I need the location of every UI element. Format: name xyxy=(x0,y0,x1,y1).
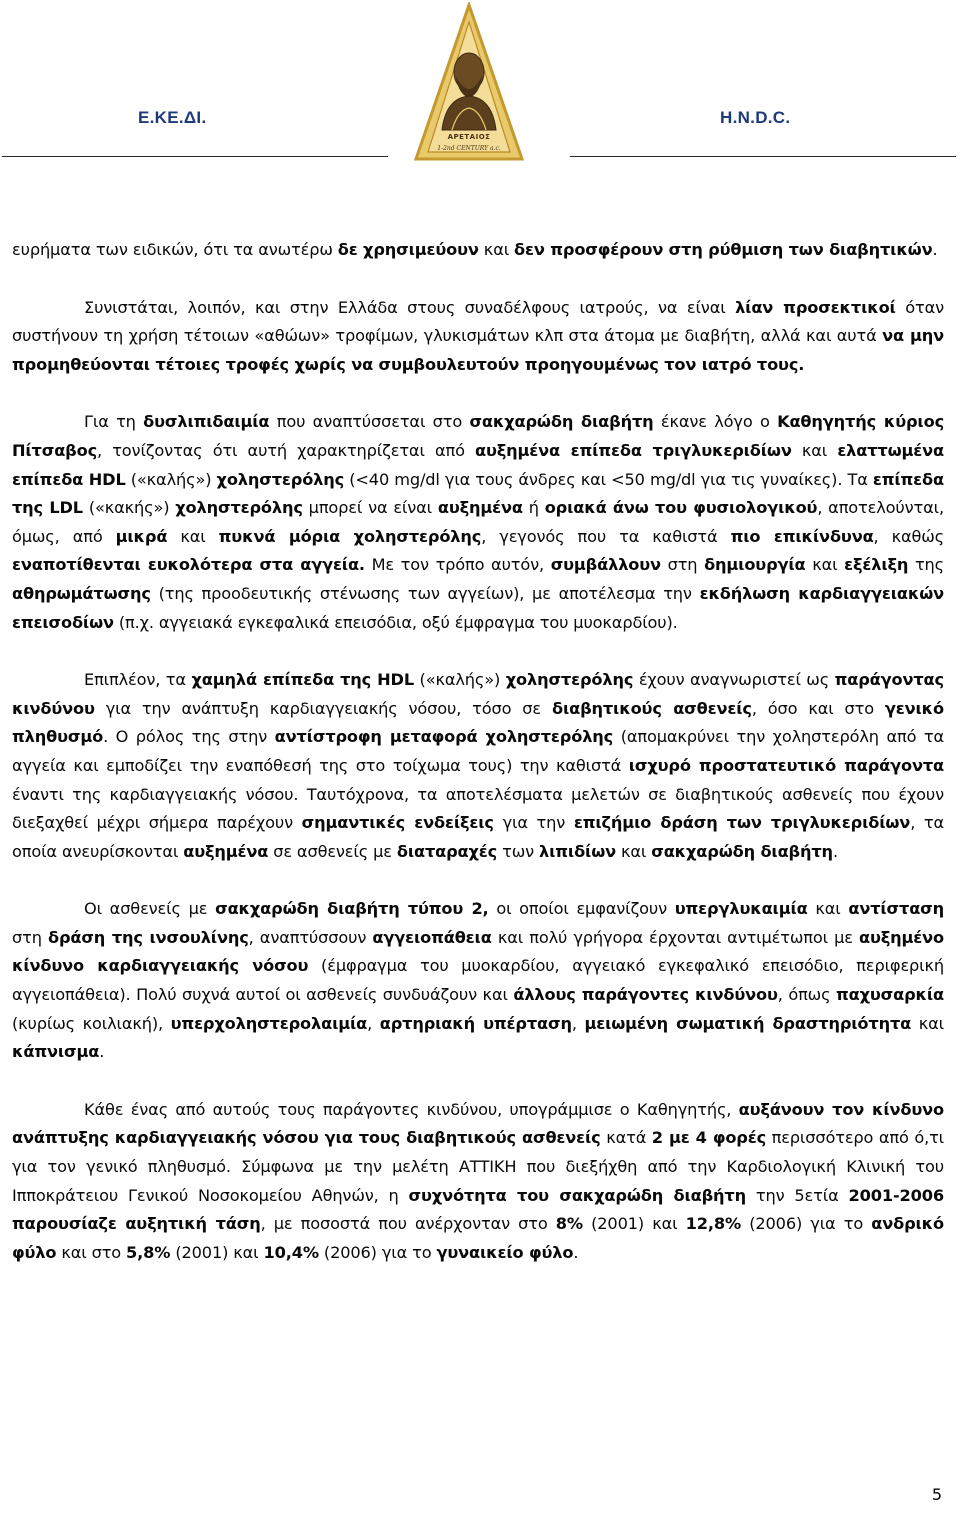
text-run: οι οποίοι εμφανίζουν xyxy=(488,899,675,919)
bold-text: λίαν προσεκτικοί xyxy=(735,297,896,317)
text-run: όταν συστήνουν τη χρήση τέτοιων «αθώων» τροφίμων, γλυκισμάτων κλπ στα άτομα με διαβήτη, αλλά και αυτά xyxy=(12,297,944,346)
text-run: που αναπτύσσεται στο xyxy=(269,412,470,432)
bold-text: 5,8% xyxy=(126,1242,171,1262)
bold-text: λιπιδίων xyxy=(539,841,616,861)
text-run: έκανε λόγο ο xyxy=(653,412,778,432)
text-run: (2006) για το xyxy=(318,1242,437,1262)
bold-text: 2 με 4 φορές xyxy=(651,1128,767,1148)
text-run: Οι ασθενείς με xyxy=(84,899,216,919)
text-run: (έμφραγμα του μυοκαρδίου, αγγειακό εγκεφαλικό επεισόδιο, περιφερική αγγειοπάθεια). Πολύ συχνά αυτοί οι ασθενείς συνδυάζουν και xyxy=(12,956,944,1005)
bold-text: να μην προμηθεύονται τέτοιες τροφές χωρίς να συμβουλευτούν προηγουμένως τον ιατρό τους. xyxy=(12,326,944,374)
bold-text: αυξημένα xyxy=(183,841,269,861)
bold-text: δυσλιπιδαιμία xyxy=(143,412,270,432)
text-run: , αποτελούνται, όμως, από xyxy=(12,498,944,546)
text-run: περισσότερο από ό,τι για τον γενικό πληθυσμό. Σύμφωνα με την μελέτη ΑΤΤΙΚΗ που διεξήχθη από την Καρδιολογική Κλινική του Ιπποκράτειου Γενικού Νοσοκομείου Αθηνών, η xyxy=(12,1128,944,1205)
bold-text: συχνότητα του σακχαρώδη διαβήτη xyxy=(408,1185,746,1205)
page-header xyxy=(0,0,960,165)
paragraph xyxy=(12,666,944,866)
text-run: (π.χ. αγγειακά εγκεφαλικά επεισόδια, οξύ έμφραγμα του μυοκαρδίου). xyxy=(113,612,678,632)
text-run: , xyxy=(367,1013,380,1033)
bold-text: παράγοντας κινδύνου xyxy=(12,670,944,718)
bold-text: οριακά άνω του φυσιολογικού xyxy=(544,498,818,518)
text-run: («καλής») xyxy=(125,469,217,489)
bold-text: χαμηλά επίπεδα της HDL xyxy=(191,670,414,690)
bold-text: συμβάλλουν xyxy=(550,555,661,575)
paragraph xyxy=(12,236,944,265)
text-run: της xyxy=(908,555,944,575)
bold-text: πυκνά μόρια χοληστερόλης xyxy=(218,526,482,546)
header-rule-left xyxy=(2,156,388,157)
bold-text: ισχυρό προστατευτικό παράγοντα xyxy=(628,755,944,775)
text-run: (κυρίως κοιλιακή), xyxy=(12,1013,171,1033)
bold-text: χοληστερόλης xyxy=(175,498,303,518)
bold-text: 12,8% xyxy=(685,1214,742,1234)
text-run: . xyxy=(99,1042,105,1062)
bold-text: ελαττωμένα επίπεδα HDL xyxy=(12,440,944,489)
text-run: Για τη xyxy=(84,412,144,432)
bold-text: 2001-2006 παρουσίαζε αυξητική τάση xyxy=(12,1185,944,1234)
bold-text: αρτηριακή υπέρταση xyxy=(379,1013,572,1033)
paragraph xyxy=(12,408,944,637)
bold-text: σακχαρώδη διαβήτη xyxy=(651,841,833,861)
bold-text: δράση της ινσουλίνης xyxy=(47,927,249,947)
bold-text: σακχαρώδη διαβήτη τύπου 2, xyxy=(215,899,489,919)
bold-text: αυξάνουν τον κίνδυνο ανάπτυξης καρδιαγγειακής νόσου για τους διαβητικούς ασθενείς xyxy=(12,1099,944,1148)
bold-text: αθηρωμάτωσης xyxy=(12,583,151,603)
text-run: , γεγονός που τα καθιστά xyxy=(481,526,731,546)
header-left-title: Ε.ΚΕ.ΔΙ. xyxy=(138,108,207,127)
bold-text: επίπεδα της LDL xyxy=(12,469,944,518)
text-run: ευρήματα των ειδικών, ότι τα ανωτέρω xyxy=(12,240,338,259)
text-run: Με τον τρόπο αυτόν, xyxy=(364,555,551,575)
text-run: (2001) και xyxy=(582,1214,686,1234)
text-run: (απομακρύνει την χοληστερόλη από τα αγγεία και εμποδίζει την εναπόθεσή της στο τοίχωμα τους) την καθιστά xyxy=(12,727,944,775)
page-number: 5 xyxy=(931,1485,942,1504)
text-run: έχουν αναγνωριστεί ως xyxy=(633,670,835,690)
bold-text: κάπνισμα xyxy=(12,1042,100,1062)
text-run: κατά xyxy=(600,1128,652,1148)
text-run: στη xyxy=(660,555,705,575)
text-run: . Ο ρόλος της στην xyxy=(103,727,275,747)
bold-text: γενικό πληθυσμό xyxy=(12,698,944,747)
logo-text-bottom: 1-2nd CENTURY a.c. xyxy=(437,145,501,152)
bold-text: σημαντικές ενδείξεις xyxy=(301,813,494,833)
bold-text: δεν προσφέρουν στη ρύθμιση των διαβητικών xyxy=(514,240,933,259)
bold-text: αυξημένο κίνδυνο καρδιαγγειακής νόσου xyxy=(12,927,944,976)
text-run: έναντι της καρδιαγγειακής νόσου. Ταυτόχρονα, τα αποτελέσματα μελετών σε διαβητικούς ασθενείς που έχουν διεξαχθεί μέχρι σήμερα παρέχουν xyxy=(12,784,944,833)
bold-text: γυναικείο φύλο xyxy=(436,1242,574,1262)
bold-text: ανδρικό φύλο xyxy=(12,1214,944,1262)
text-run: (της προοδευτικής στένωσης των αγγείων), με αποτέλεσμα την xyxy=(150,583,700,603)
bold-text: 10,4% xyxy=(263,1242,319,1262)
bold-text: αντίστροφη μεταφορά χοληστερόλης xyxy=(274,727,614,747)
bold-text: αντίσταση xyxy=(848,899,944,919)
bold-text: υπεργλυκαιμία xyxy=(674,899,808,919)
text-run: («καλής») xyxy=(414,670,506,690)
text-run: Επιπλέον, τα xyxy=(84,670,192,690)
bold-text: Καθηγητής κύριος Πίτσαβος xyxy=(12,412,945,460)
text-run: και xyxy=(805,555,845,575)
text-run: στη xyxy=(12,927,48,947)
text-run: (2006) για το xyxy=(741,1214,872,1234)
text-run: (<40 mg/dl για τους άνδρες και <50 mg/dl για τις γυναίκες). Τα xyxy=(344,469,873,489)
paragraph xyxy=(12,294,944,380)
bold-text: παχυσαρκία xyxy=(835,985,945,1005)
bold-text: διαταραχές xyxy=(396,841,498,861)
bold-text: εκδήλωση καρδιαγγειακών επεισοδίων xyxy=(12,583,944,632)
bold-text: σακχαρώδη διαβήτη xyxy=(469,412,654,432)
bold-text: χοληστερόλης xyxy=(216,469,345,489)
text-run: . xyxy=(832,841,838,861)
bold-text: μειωμένη σωματική δραστηριότητα xyxy=(584,1013,912,1033)
text-run: μπορεί να είναι xyxy=(302,498,438,518)
bold-text: υπερχοληστερολαιμία xyxy=(170,1013,368,1033)
bold-text: δημιουργία xyxy=(704,555,806,575)
text-run: . xyxy=(932,240,938,259)
text-run: και xyxy=(167,526,219,546)
paragraph xyxy=(12,895,944,1067)
text-run: Συνιστάται, λοιπόν, και στην Ελλάδα στους συναδέλφους ιατρούς, να είναι xyxy=(84,297,736,317)
text-run: για την ανάπτυξη καρδιαγγειακής νόσου, τόσο σε xyxy=(94,698,552,718)
paragraph xyxy=(12,1096,944,1268)
text-run: , με ποσοστά που ανέρχονταν στο xyxy=(260,1214,556,1234)
text-run: και xyxy=(791,440,838,460)
aretaeus-triangle-logo-icon xyxy=(412,2,526,162)
text-run: και xyxy=(616,841,652,861)
text-run: , όσο και στο xyxy=(751,698,885,718)
bold-text: πιο επικίνδυνα xyxy=(730,526,874,546)
text-run: για την xyxy=(493,813,574,833)
text-run: Κάθε ένας από αυτούς τους παράγοντες κινδύνου, υπογράμμισε ο Καθηγητής, xyxy=(84,1099,739,1119)
text-run: , τονίζοντας ότι αυτή χαρακτηρίζεται από xyxy=(97,440,475,460)
bold-text: 8% xyxy=(555,1214,583,1234)
bold-text: διαβητικούς ασθενείς xyxy=(551,698,752,718)
document-body xyxy=(12,236,944,1296)
text-run: και xyxy=(911,1013,944,1033)
bold-text: χοληστερόλης xyxy=(505,670,634,690)
text-run: και στο xyxy=(56,1242,127,1262)
text-run: και xyxy=(478,240,515,259)
text-run: και xyxy=(807,899,849,919)
bold-text: άλλους παράγοντες κινδύνου xyxy=(513,985,778,1005)
bold-text: εξέλιξη xyxy=(844,555,909,575)
bold-text: αγγειοπάθεια xyxy=(372,927,492,947)
text-run: , τα οποία ανευρίσκονται xyxy=(12,813,944,861)
header-right-title: H.N.D.C. xyxy=(720,108,791,127)
text-run: («κακής») xyxy=(82,498,176,518)
logo-text-top: ΑΡΕΤΑΙΟΣ xyxy=(447,133,491,141)
text-run: ή xyxy=(522,498,545,518)
text-run: σε ασθενείς με xyxy=(268,841,397,861)
text-run: των xyxy=(497,841,539,861)
bold-text: μικρά xyxy=(115,526,168,546)
bold-text: αυξημένα xyxy=(437,498,523,518)
bold-text: επιζήμιο δράση των τριγλυκεριδίων xyxy=(573,813,911,833)
text-run: , xyxy=(571,1013,585,1033)
text-run: , όπως xyxy=(777,985,836,1005)
bold-text: αυξημένα επίπεδα τριγλυκεριδίων xyxy=(475,440,792,460)
text-run: , αναπτύσσουν xyxy=(248,927,373,947)
bold-text: δε χρησιμεύουν xyxy=(337,240,479,259)
bold-text: εναποτίθενται ευκολότερα στα αγγεία. xyxy=(12,555,365,575)
text-run: την 5ετία xyxy=(745,1185,849,1205)
text-run: (2001) και xyxy=(170,1242,264,1262)
text-run: , καθώς xyxy=(873,526,945,546)
text-run: . xyxy=(573,1242,579,1262)
text-run: και πολύ γρήγορα έρχονται αντιμέτωποι με xyxy=(491,927,859,947)
header-rule-right xyxy=(570,156,956,157)
